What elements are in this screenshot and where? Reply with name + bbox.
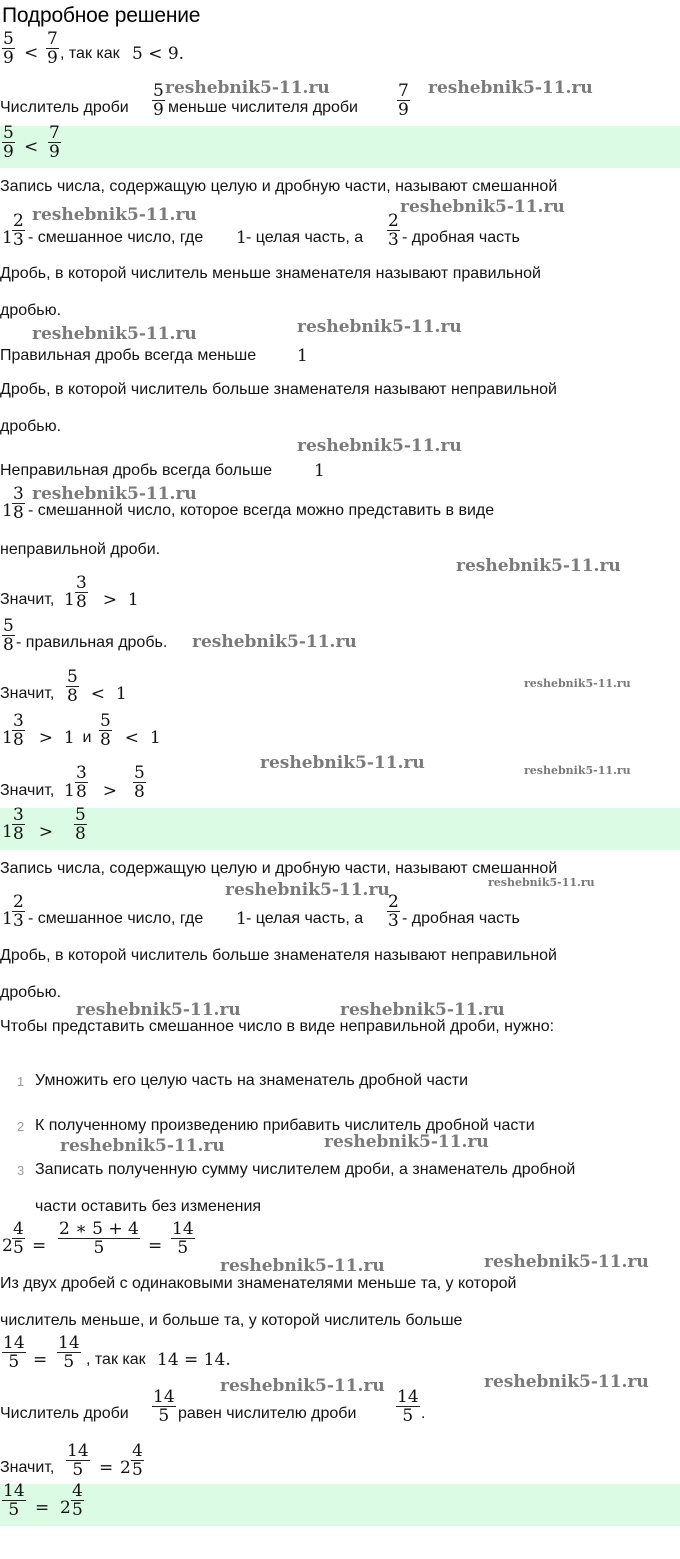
watermark: reshebnik5-11.ru — [192, 632, 357, 652]
fraction: 3 8 — [13, 805, 24, 844]
fraction: 2 3 — [388, 211, 399, 250]
step-number: 2 — [17, 1119, 25, 1134]
text: - смешанное число, где — [28, 229, 204, 246]
step-number: 1 — [17, 1074, 25, 1089]
math: 1 — [236, 228, 247, 248]
text: дробью. — [0, 302, 62, 319]
watermark: reshebnik5-11.ru — [340, 1000, 505, 1020]
math: 1 — [2, 501, 13, 521]
watermark: reshebnik5-11.ru — [400, 197, 565, 217]
text: дробью. — [0, 984, 62, 1001]
text: - целая часть, а — [246, 910, 364, 927]
math: = — [33, 1350, 48, 1370]
fraction: 3 8 — [13, 711, 24, 750]
step-text: Записать полученную сумму числителем дроби, а знаменатель дробной — [35, 1161, 576, 1178]
watermark: reshebnik5-11.ru — [484, 1252, 649, 1272]
watermark: reshebnik5-11.ru — [165, 78, 330, 98]
watermark: reshebnik5-11.ru — [324, 1132, 489, 1152]
watermark: reshebnik5-11.ru — [524, 677, 631, 690]
watermark: reshebnik5-11.ru — [32, 484, 197, 504]
fraction: 7 9 — [49, 123, 60, 162]
math: 5 < 9. — [132, 44, 185, 64]
fraction: 14 5 — [397, 1387, 419, 1426]
math: < 1 — [114, 728, 161, 748]
watermark: reshebnik5-11.ru — [225, 880, 390, 900]
fraction: 4 5 — [72, 1481, 83, 1520]
watermark: reshebnik5-11.ru — [297, 436, 462, 456]
fraction: 2 3 — [13, 211, 24, 250]
text: Из двух дробей с одинаковыми знаменателями меньше та, у которой — [0, 1275, 517, 1292]
math: 2 — [2, 1236, 13, 1256]
fraction: 14 5 — [67, 1441, 89, 1480]
math: 1 — [64, 590, 75, 610]
math: = — [99, 1458, 114, 1478]
math: 1 — [2, 228, 13, 248]
text: - смешанной число, которое всегда можно представить в виде — [28, 502, 495, 519]
text: Числитель дроби — [0, 1405, 129, 1422]
text: дробью. — [0, 418, 62, 435]
fraction: 5 9 — [153, 81, 164, 120]
math: > — [28, 822, 64, 842]
fraction: 5 8 — [3, 616, 14, 655]
text: - смешанное число, где — [28, 910, 204, 927]
step-text: К полученному произведению прибавить числитель дробной части — [35, 1117, 535, 1134]
fraction: 5 9 — [3, 29, 14, 68]
math: = — [32, 1236, 47, 1256]
watermark: reshebnik5-11.ru — [76, 1000, 241, 1020]
text: равен числителю дроби — [178, 1405, 357, 1422]
text: Неправильная дробь всегда больше — [0, 462, 273, 479]
text: , так как — [60, 45, 120, 62]
text: Значит, — [0, 685, 55, 702]
watermark: reshebnik5-11.ru — [456, 556, 621, 576]
math: = — [148, 1236, 163, 1256]
watermark: reshebnik5-11.ru — [484, 1372, 649, 1392]
fraction: 14 5 — [3, 1333, 25, 1372]
step-number: 3 — [17, 1163, 25, 1178]
text: неправильной дроби. — [0, 541, 161, 558]
math: > 1 — [92, 590, 139, 610]
fraction: 14 5 — [3, 1481, 25, 1520]
fraction: 4 5 — [13, 1219, 24, 1258]
text: Значит, — [0, 591, 55, 608]
text: Правильная дробь всегда меньше — [0, 347, 257, 364]
text: Запись числа, содержащую целую и дробную части, называют смешанной — [0, 178, 558, 195]
watermark: reshebnik5-11.ru — [488, 876, 595, 889]
text: Дробь, в которой числитель меньше знаменателя называют правильной — [0, 265, 541, 282]
fraction: 5 8 — [67, 667, 78, 706]
text: . — [421, 1405, 426, 1422]
text: Числитель дроби — [0, 99, 129, 116]
text: Значит, — [0, 782, 55, 799]
fraction: 5 8 — [100, 711, 111, 750]
watermark: reshebnik5-11.ru — [297, 317, 462, 337]
answer-highlight-1 — [0, 123, 680, 168]
fraction: 2 3 — [13, 892, 24, 931]
text: Дробь, в которой числитель больше знаменателя называют неправильной — [0, 381, 557, 398]
math: < 1 — [80, 684, 127, 704]
watermark: reshebnik5-11.ru — [260, 753, 425, 773]
math: 1 — [236, 909, 247, 929]
fraction: 2 3 — [388, 892, 399, 931]
math: 1 — [297, 346, 308, 366]
fraction: 2 ∗ 5 + 4 5 — [59, 1219, 139, 1258]
math: 2 — [60, 1498, 71, 1518]
step-text: части оставить без изменения — [35, 1198, 262, 1215]
fraction: 14 5 — [172, 1219, 194, 1258]
math: 1 — [64, 781, 75, 801]
math: = — [35, 1498, 50, 1518]
watermark: reshebnik5-11.ru — [60, 1136, 225, 1156]
answer-highlight-2 — [0, 805, 680, 850]
math: 14 = 14. — [157, 1350, 231, 1370]
fraction: 3 8 — [76, 763, 87, 802]
math-lt: < — [24, 43, 39, 63]
watermark: reshebnik5-11.ru — [32, 324, 197, 344]
text: и — [78, 729, 96, 746]
fraction: 14 5 — [153, 1387, 175, 1426]
fraction: 5 8 — [134, 763, 145, 802]
fraction: 7 9 — [398, 81, 409, 120]
text: Дробь, в которой числитель больше знаменателя называют неправильной — [0, 947, 557, 964]
text: Чтобы представить смешанное число в виде неправильной дроби, нужно: — [0, 1018, 555, 1035]
watermark: reshebnik5-11.ru — [428, 78, 593, 98]
text: Значит, — [0, 1459, 55, 1476]
math-lt: < — [24, 137, 39, 157]
text: - правильная дробь. — [16, 634, 168, 651]
fraction: 4 5 — [132, 1441, 143, 1480]
text: Запись числа, содержащую целую и дробную части, называют смешанной — [0, 860, 558, 877]
watermark: reshebnik5-11.ru — [32, 205, 197, 225]
text: - целая часть, а — [246, 229, 364, 246]
fraction: 3 8 — [76, 573, 87, 612]
fraction: 3 8 — [13, 484, 24, 523]
math: 1 — [2, 909, 13, 929]
math: 1 — [314, 461, 325, 481]
fraction: 14 5 — [58, 1333, 80, 1372]
text: числитель меньше, и больше та, у которой числитель больше — [0, 1312, 463, 1329]
text: , так как — [86, 1351, 151, 1368]
math: > 1 — [28, 728, 75, 748]
answer-highlight-3 — [0, 1481, 680, 1526]
math: > — [92, 781, 128, 801]
watermark: reshebnik5-11.ru — [220, 1256, 385, 1276]
text: меньше числителя дроби — [168, 99, 358, 116]
math: 2 — [120, 1458, 131, 1478]
step-text: Умножить его целую часть на знаменатель дробной части — [35, 1072, 469, 1089]
math: 1 — [2, 728, 13, 748]
text: - дробная часть — [402, 229, 520, 246]
fraction: 5 9 — [3, 123, 14, 162]
page-title: Подробное решение — [2, 4, 201, 27]
fraction: 7 9 — [47, 29, 58, 68]
text: - дробная часть — [402, 910, 520, 927]
watermark: reshebnik5-11.ru — [220, 1376, 385, 1396]
watermark: reshebnik5-11.ru — [524, 764, 631, 777]
math: 1 — [2, 822, 13, 842]
fraction: 5 8 — [75, 805, 86, 844]
